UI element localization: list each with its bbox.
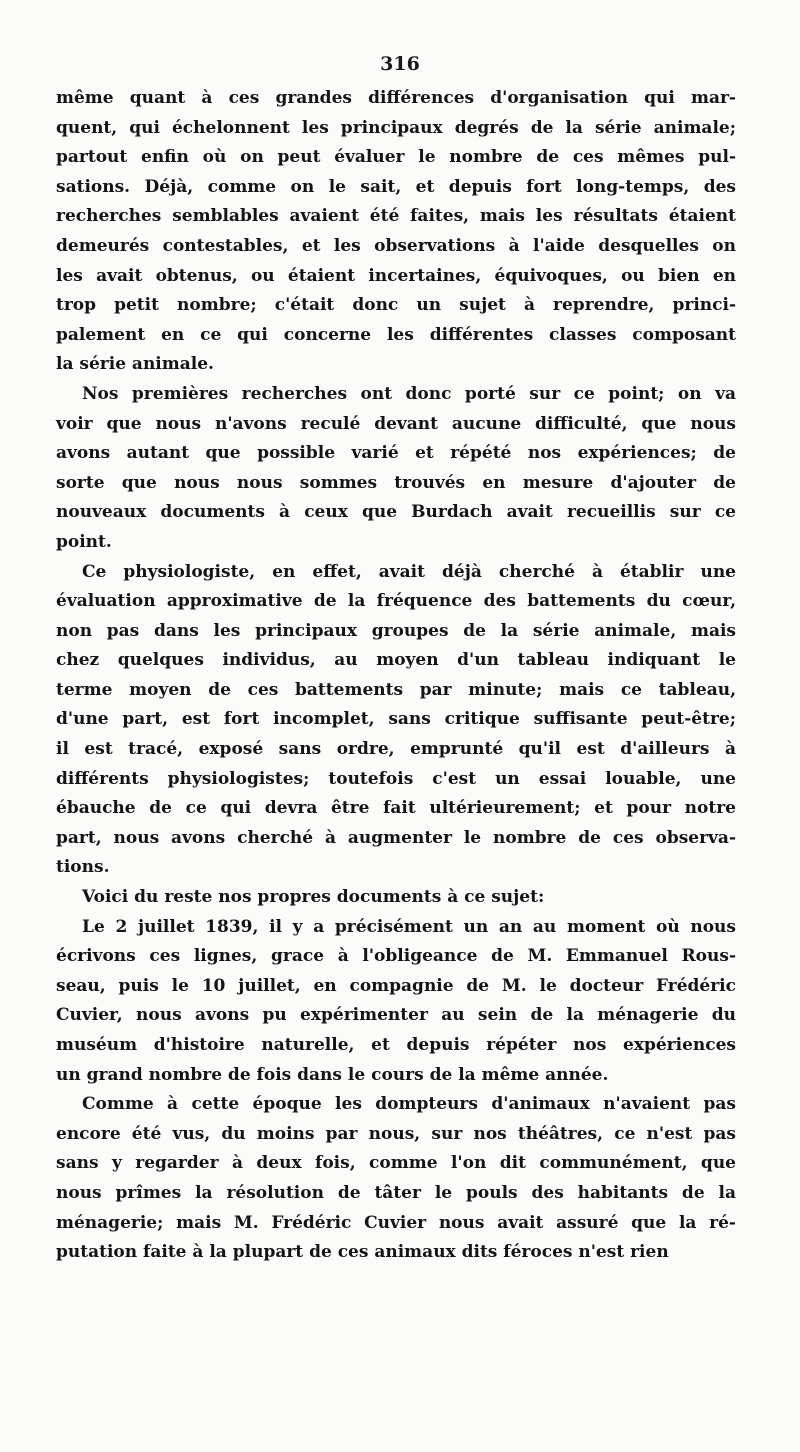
text-line: ébauche de ce qui devra être fait ultérieurement; et pour notre bbox=[56, 798, 736, 819]
text-line: la série animale. bbox=[56, 354, 214, 375]
page-number: 316 bbox=[380, 53, 420, 75]
text-line: un grand nombre de fois dans le cours de la même année. bbox=[56, 1064, 609, 1085]
text-line: putation faite à la plupart de ces animaux dits féroces n'est rien bbox=[56, 1242, 669, 1263]
text-line: nouveaux documents à ceux que Burdach avait recueillis sur ce bbox=[56, 502, 736, 523]
text-line: Cuvier, nous avons pu expérimenter au sein de la ménagerie du bbox=[56, 1005, 736, 1026]
text-line: Le 2 juillet 1839, il y a précisément un an au moment où nous bbox=[82, 916, 736, 937]
text-line: muséum d'histoire naturelle, et depuis répéter nos expériences bbox=[56, 1035, 736, 1055]
text-line: trop petit nombre; c'était donc un sujet à reprendre, princi- bbox=[56, 295, 736, 316]
text-line: encore été vus, du moins par nous, sur nos théâtres, ce n'est pas bbox=[56, 1123, 736, 1144]
text-line: non pas dans les principaux groupes de la série animale, mais bbox=[56, 620, 736, 641]
text-line: différents physiologistes; toutefois c'est un essai louable, une bbox=[56, 768, 736, 789]
paragraph bbox=[56, 380, 736, 558]
text-line: il est tracé, exposé sans ordre, emprunté qu'il est d'ailleurs à bbox=[56, 739, 736, 760]
text-line: chez quelques individus, au moyen d'un tableau indiquant le bbox=[56, 650, 736, 671]
text-line: les avait obtenus, ou étaient incertaines, équivoques, ou bien en bbox=[56, 265, 736, 286]
paragraph bbox=[56, 84, 736, 380]
paragraph bbox=[56, 558, 736, 884]
text-line: Voici du reste nos propres documents à ce sujet: bbox=[82, 887, 545, 908]
text-line: sorte que nous nous sommes trouvés en mesure d'ajouter de bbox=[56, 472, 736, 493]
text-line: quent, qui échelonnent les principaux degrés de la série animale; bbox=[56, 117, 736, 138]
text-line: terme moyen de ces battements par minute; mais ce tableau, bbox=[56, 679, 736, 700]
text-line: demeurés contestables, et les observations à l'aide desquelles on bbox=[56, 235, 736, 256]
text-line: partout enfin où on peut évaluer le nombre de ces mêmes pul- bbox=[56, 147, 736, 168]
text-line: tions. bbox=[56, 857, 110, 878]
text-line: nous prîmes la résolution de tâter le pouls des habitants de la bbox=[56, 1182, 736, 1203]
paragraph bbox=[56, 883, 736, 913]
text-line: évaluation approximative de la fréquence des battements du cœur, bbox=[56, 591, 736, 612]
text-body bbox=[56, 84, 736, 1268]
paragraph bbox=[56, 913, 736, 1091]
text-line: recherches semblables avaient été faites, mais les résultats étaient bbox=[56, 206, 736, 227]
text-line: point. bbox=[56, 531, 112, 552]
paragraph bbox=[56, 1090, 736, 1268]
text-line: Nos premières recherches ont donc porté sur ce point; on va bbox=[82, 383, 736, 404]
text-line: Comme à cette époque les dompteurs d'animaux n'avaient pas bbox=[82, 1094, 736, 1115]
text-line: écrivons ces lignes, grace à l'obligeance de M. Emmanuel Rous- bbox=[56, 946, 736, 967]
text-line: d'une part, est fort incomplet, sans critique suffisante peut-être; bbox=[56, 709, 736, 730]
text-line: ménagerie; mais M. Frédéric Cuvier nous avait assuré que la ré- bbox=[56, 1212, 736, 1233]
text-line: voir que nous n'avons reculé devant aucune difficulté, que nous bbox=[56, 413, 736, 434]
text-line: sations. Déjà, comme on le sait, et depuis fort long-temps, des bbox=[56, 176, 736, 197]
text-line: sans y regarder à deux fois, comme l'on dit communément, que bbox=[56, 1153, 736, 1174]
text-line: même quant à ces grandes différences d'organisation qui mar- bbox=[56, 88, 736, 108]
text-line: part, nous avons cherché à augmenter le nombre de ces observa- bbox=[56, 827, 736, 848]
text-line: seau, puis le 10 juillet, en compagnie de M. le docteur Frédéric bbox=[56, 975, 736, 996]
text-line: palement en ce qui concerne les différentes classes composant bbox=[56, 324, 736, 345]
text-line: Ce physiologiste, en effet, avait déjà cherché à établir une bbox=[82, 561, 736, 582]
text-line: avons autant que possible varié et répété nos expériences; de bbox=[56, 443, 736, 464]
